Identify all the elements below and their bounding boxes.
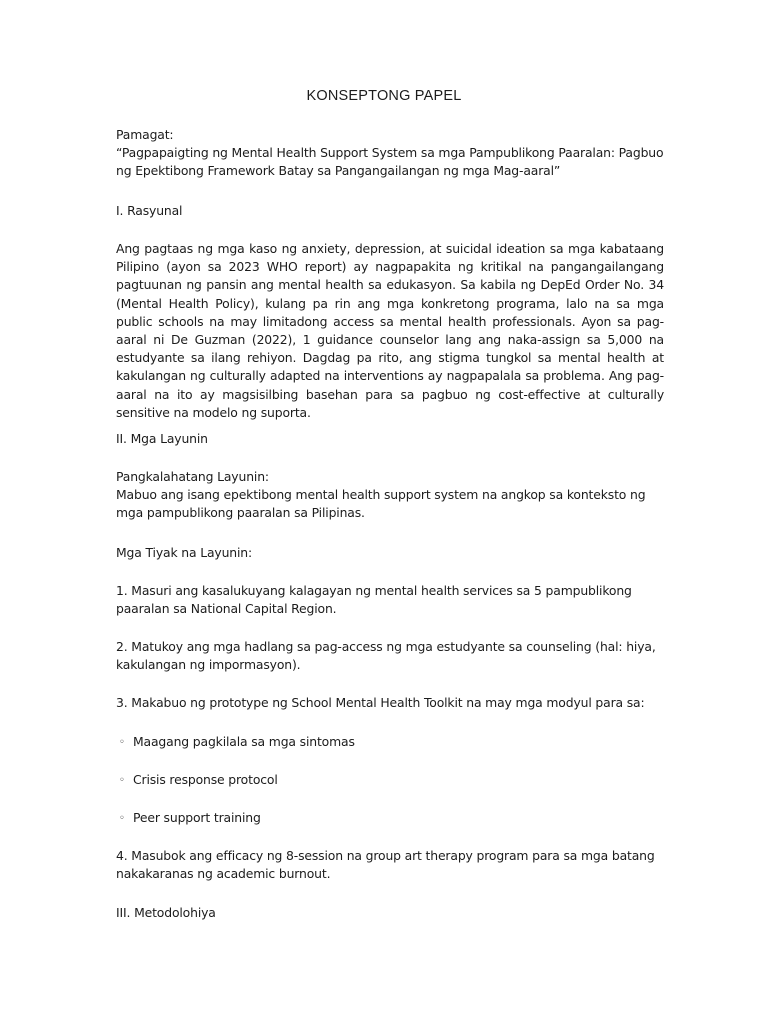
pamagat-label: Pamagat: [116,127,174,142]
section-rasyunal-heading: I. Rasyunal [116,203,183,218]
module-item-2 [116,771,664,790]
pamagat-text: “Pagpapaigting ng Mental Health Support System sa mga Pampublikong Paaralan: Pagbuo ng Epektibong Framework Batay sa Pangangailangan ng mga Mag-aaral” [116,145,664,179]
objective-item-1: 1. Masuri ang kasalukuyang kalagayan ng mental health services sa 5 pampublikong paaralan sa National Capital Region. [116,583,632,617]
module-item-label: Peer support training [133,810,261,825]
objective-item-3: 3. Makabuo ng prototype ng School Mental Health Toolkit na may mga modyul para sa: [116,695,645,710]
module-item-label: Maagang pagkilala sa mga sintomas [133,734,355,749]
document-title: KONSEPTONG PAPEL [306,88,462,104]
module-item-1 [116,733,664,752]
hollow-bullet-icon: ◦ [119,813,125,824]
hollow-bullet-icon: ◦ [119,737,125,748]
objective-item-4: 4. Masubok ang efficacy ng 8-session na group art therapy program para sa mga batang nakakaranas ng academic burnout. [116,848,655,882]
hollow-bullet-icon: ◦ [119,775,125,786]
general-objective-text: Mabuo ang isang epektibong mental health support system na angkop sa konteksto ng mga pampublikong paaralan sa Pilipinas. [116,487,646,521]
section-layunin-heading: II. Mga Layunin [116,431,208,446]
rasyunal-paragraph: Ang pagtaas ng mga kaso ng anxiety, depression, at suicidal ideation sa mga kabataang Pilipino (ayon sa 2023 WHO report) ay nagpapakita ng kritikal na pangangailangang pagtuunan ng pansin ang mental health sa edukasyon. Sa kabila ng DepEd Order No. 34 (Mental Health Policy), kulang pa rin ang mga konkretong programa, lalo na sa mga public schools na may limitadong access sa mental health professionals. Ayon sa pag-aaral ni De Guzman (2022), 1 guidance counselor lang ang naka-assign sa 5,000 na estudyante sa ilang rehiyon. Dagdag pa rito, ang stigma tungkol sa mental health at kakulangan ng culturally adapted na interventions ay nagpapalala sa problema. Ang pag-aaral na ito ay magsisilbing basehan para sa pagbuo ng cost-effective at culturally sensitive na modelo ng suporta. [116,241,664,420]
objective-item-2: 2. Matukoy ang mga hadlang sa pag-access ng mga estudyante sa counseling (hal: hiya, kakulangan ng impormasyon). [116,639,656,673]
module-item-label: Crisis response protocol [133,772,278,787]
section-metodolohiya-heading: III. Metodolohiya [116,905,216,920]
general-objective-label: Pangkalahatang Layunin: [116,469,269,484]
module-item-3 [116,809,664,828]
specific-objectives-label: Mga Tiyak na Layunin: [116,545,252,560]
